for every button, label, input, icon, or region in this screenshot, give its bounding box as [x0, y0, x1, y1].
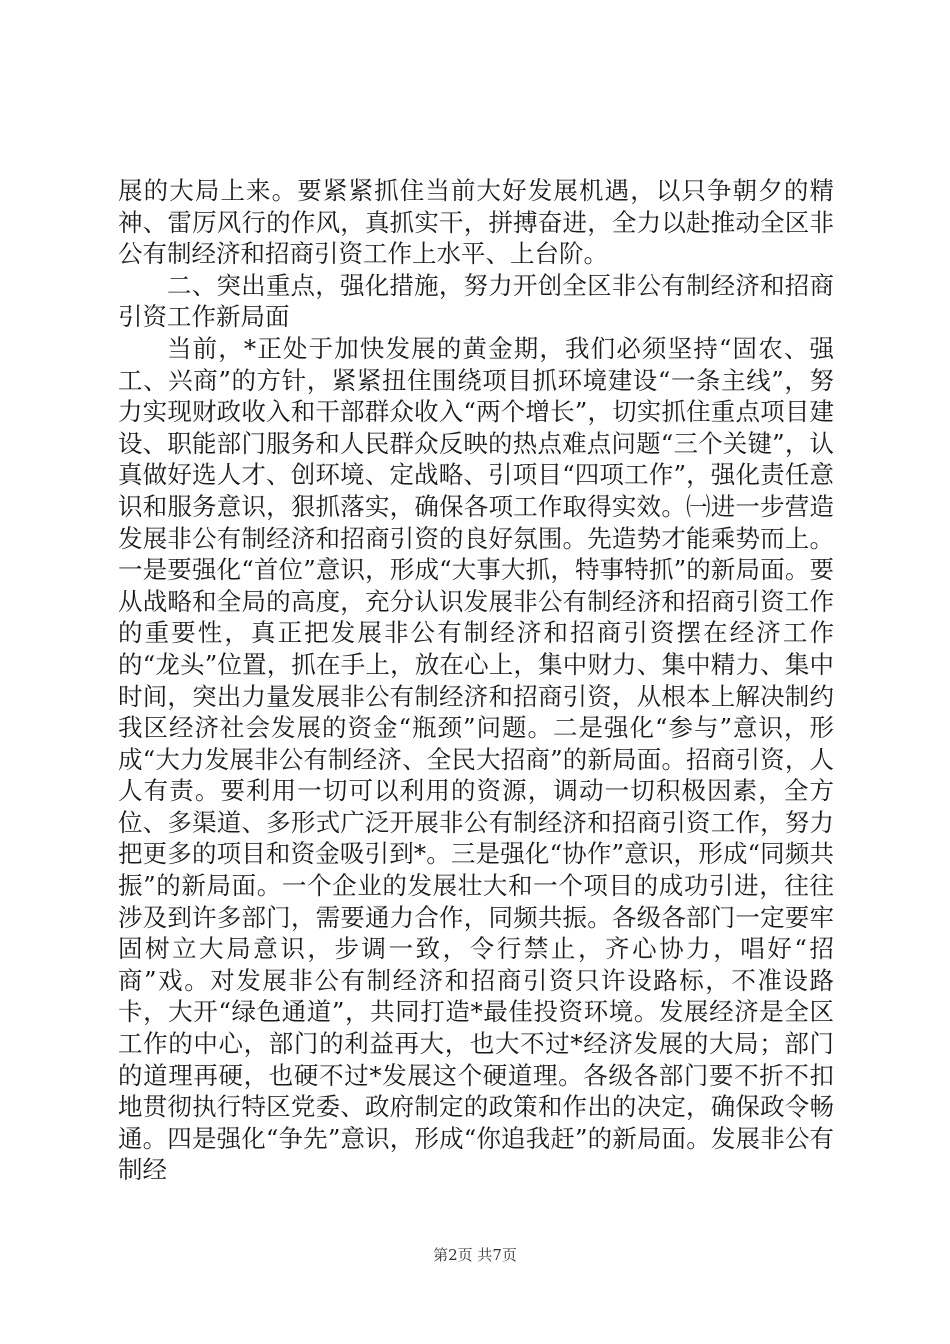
section-heading: 二、突出重点，强化措施，努力开创全区非公有制经济和招商引资工作新局面	[118, 270, 834, 332]
page-footer: 第2页 共7页	[433, 1246, 517, 1264]
paragraph-main: 当前，*正处于加快发展的黄金期，我们必须坚持“固农、强工、兴商”的方针，紧紧扭住围绕项目抓环境建设“一条主线”，努力实现财政收入和干部群众收入“两个增长”，切实抓住重点项目建设、职能部门服务和人民群众反映的热点难点问题“三个关键”，认真做好选人才、创环境、定战略、引项目“四项工作”，强化责任意识和服务意识，狠抓落实，确保各项工作取得实效。㈠进一步营造发展非公有制经济和招商引资的良好氛围。先造势才能乘势而上。一是要强化“首位”意识，形成“大事大抓，特事特抓”的新局面。要从战略和全局的高度，充分认识发展非公有制经济和招商引资工作的重要性，真正把发展非公有制经济和招商引资摆在经济工作的“龙头”位置，抓在手上，放在心上，集中财力、集中精力、集中时间，突出力量发展非公有制经济和招商引资，从根本上解决制约我区经济社会发展的资金“瓶颈”问题。二是强化“参与”意识，形成“大力发展非公有制经济、全民大招商”的新局面。招商引资，人人有责。要利用一切可以利用的资源，调动一切积极因素，全方位、多渠道、多形式广泛开展非公有制经济和招商引资工作，努力把更多的项目和资金吸引到*。三是强化“协作”意识，形成“同频共振”的新局面。一个企业的发展壮大和一个项目的成功引进，往往涉及到许多部门，需要通力合作，同频共振。各级各部门一定要牢固树立大局意识，步调一致，令行禁止，齐心协力，唱好“招商”戏。对发展非公有制经济和招商引资只许设路标，不准设路卡，大开“绿色通道”，共同打造*最佳投资环境。发展经济是全区工作的中心，部门的利益再大，也大不过*经济发展的大局；部门的道理再硬，也硬不过*发展这个硬道理。各级各部门要不折不扣地贯彻执行特区党委、政府制定的政策和作出的决定，确保政令畅通。四是强化“争先”意识，形成“你追我赶”的新局面。发展非公有制经	[118, 333, 834, 1185]
document-body	[118, 175, 834, 1186]
paragraph-continuation: 展的大局上来。要紧紧抓住当前大好发展机遇，以只争朝夕的精神、雷厉风行的作风，真抓实干，拼搏奋进，全力以赴推动全区非公有制经济和招商引资工作上水平、上台阶。	[118, 176, 834, 269]
